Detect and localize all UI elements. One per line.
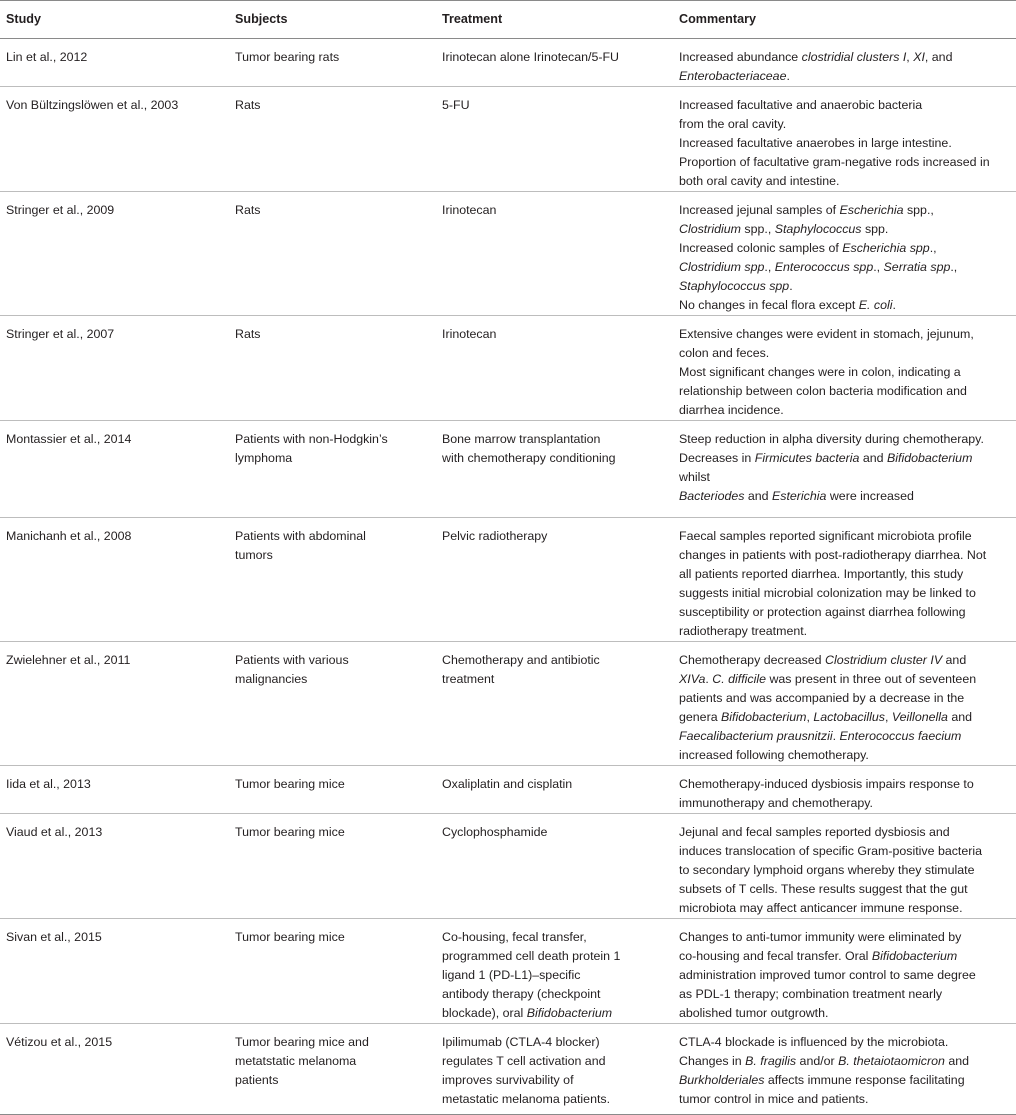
text-segment: and [947,710,973,724]
commentary-line [679,172,1012,191]
text-segment: . [786,69,790,83]
commentary-line [679,546,1012,565]
cell-subjects [229,642,436,766]
text-segment: . [789,279,793,293]
commentary-line [679,1004,1012,1023]
commentary-line [679,48,1012,67]
text-segment: were increased [826,489,914,503]
text-segment: Ipilimumab (CTLA-4 blocker) [442,1035,600,1049]
text-segment: Decreases in [679,451,755,465]
text-segment: changes in patients with post-radiotherapy diarrhea. Not [679,548,987,562]
commentary-line [679,449,1012,468]
italic-term: Clostridium spp [679,260,765,274]
commentary-line [679,565,1012,584]
italic-term: Enterococcus faecium [839,729,962,743]
text-segment: induces translocation of specific Gram-positive bacteria [679,844,983,858]
cell-subjects [229,919,436,1024]
commentary-line [679,985,1012,1004]
text-segment: Co-housing, fecal transfer, [442,930,587,944]
italic-term: Bifidobacterium [887,451,973,465]
text-segment: susceptibility or protection against diarrhea following [679,605,966,619]
table-row [0,1024,1016,1115]
italic-term: Bacteriodes [679,489,745,503]
subjects-line: Tumor bearing mice [235,777,345,791]
header-row [0,1,1016,39]
study-line: Viaud et al., 2013 [6,825,103,839]
text-segment: co-housing and fecal transfer. Oral [679,949,872,963]
italic-term: clostridial clusters I [801,50,907,64]
text-segment: Increased facultative anaerobes in large intestine. [679,136,952,150]
cell-treatment [436,1024,673,1115]
text-segment: spp. [861,222,889,236]
treatment-line: Oxaliplatin and cisplatin [442,777,573,791]
italic-term: B. thetaiotaomicron [838,1054,945,1068]
text-segment: Jejunal and fecal samples reported dysbiosis and [679,825,950,839]
treatment-line: Bone marrow transplantation [442,432,601,446]
treatment-line: 5-FU [442,98,470,112]
cell-study [0,39,229,87]
commentary-line [679,1071,1012,1090]
commentary-line [679,727,1012,746]
treatment-line: treatment [442,672,495,686]
table-row [0,87,1016,192]
treatment-line [442,1071,669,1090]
text-segment: subsets of T cells. These results suggest that the gut [679,882,968,896]
commentary-line [679,344,1012,363]
commentary-line [679,527,1012,546]
italic-term: Escherichia [839,203,904,217]
subjects-line: lymphoma [235,451,293,465]
cell-subjects [229,518,436,642]
cell-treatment [436,518,673,642]
cell-subjects [229,766,436,814]
commentary-line [679,603,1012,622]
commentary-line [679,708,1012,727]
commentary-line [679,966,1012,985]
commentary-line [679,880,1012,899]
treatment-line [442,1004,669,1023]
italic-term: Veillonella [891,710,948,724]
italic-term: B. fragilis [745,1054,797,1068]
text-segment: immunotherapy and chemotherapy. [679,796,873,810]
text-segment: increased following chemotherapy. [679,748,869,762]
italic-term: Enterobacteriaceae [679,69,787,83]
commentary-line [679,220,1012,239]
commentary-line [679,382,1012,401]
cell-commentary [673,87,1016,192]
subjects-line: Tumor bearing mice and [235,1035,369,1049]
subjects-line: Tumor bearing mice [235,930,345,944]
cell-commentary [673,642,1016,766]
text-segment: suggests initial microbial colonization may be linked to [679,586,976,600]
cell-commentary [673,316,1016,421]
commentary-line [679,622,1012,641]
treatment-line [442,947,669,966]
commentary-line [679,363,1012,382]
text-segment: metastatic melanoma patients. [442,1092,611,1106]
commentary-line [679,651,1012,670]
italic-term: Faecalibacterium prausnitzii [679,729,833,743]
text-segment: CTLA-4 blockade is influenced by the microbiota. [679,1035,949,1049]
text-segment: spp., [740,222,775,236]
table-row [0,766,1016,814]
table-row [0,421,1016,518]
italic-term: Serratia spp [883,260,951,274]
text-segment: was present in three out of seventeen [766,672,977,686]
text-segment: colon and feces. [679,346,770,360]
commentary-line [679,1090,1012,1109]
cell-subjects [229,421,436,518]
text-segment: Chemotherapy-induced dysbiosis impairs response to [679,777,974,791]
cell-commentary [673,192,1016,316]
italic-term: Bifidobacterium [526,1006,613,1020]
commentary-line [679,689,1012,708]
commentary-line [679,201,1012,220]
header-subjects: Subjects [229,1,436,39]
table-row [0,814,1016,919]
treatment-line: with chemotherapy conditioning [442,451,616,465]
cell-subjects [229,192,436,316]
cell-treatment [436,766,673,814]
italic-term: Esterichia [772,489,827,503]
cell-study [0,814,229,919]
commentary-line [679,947,1012,966]
cell-treatment [436,316,673,421]
text-segment: Changes to anti-tumor immunity were eliminated by [679,930,962,944]
commentary-line [679,96,1012,115]
subjects-line: Patients with non-Hodgkin’s [235,432,388,446]
commentary-line [679,468,1012,487]
italic-term: Enterococcus spp [774,260,874,274]
treatment-line: Irinotecan [442,203,497,217]
text-segment: Steep reduction in alpha diversity during chemotherapy. [679,432,984,446]
text-segment: from the oral cavity. [679,117,787,131]
text-segment: and/or [796,1054,839,1068]
commentary-line [679,899,1012,918]
text-segment: Increased jejunal samples of [679,203,840,217]
cell-commentary [673,919,1016,1024]
text-segment: all patients reported diarrhea. Importantly, this study [679,567,964,581]
cell-commentary [673,421,1016,518]
commentary-line [679,401,1012,420]
italic-term: XI [913,50,925,64]
text-segment: Faecal samples reported significant microbiota profile [679,529,972,543]
text-segment: tumor control in mice and patients. [679,1092,869,1106]
text-segment: antibody therapy (checkpoint [442,987,601,1001]
text-segment: as PDL-1 therapy; combination treatment nearly [679,987,943,1001]
cell-commentary [673,39,1016,87]
study-line: Iida et al., 2013 [6,777,91,791]
study-line: Stringer et al., 2009 [6,203,115,217]
italic-term: Escherichia spp [842,241,930,255]
text-segment: . [832,729,840,743]
commentary-line [679,746,1012,765]
commentary-line [679,775,1012,794]
italic-term: Clostridium cluster IV [825,653,943,667]
treatment-line [442,1033,669,1052]
text-segment: ., [873,260,884,274]
cell-subjects [229,316,436,421]
italic-term: Bifidobacterium [871,949,958,963]
commentary-line [679,67,1012,86]
italic-term: C. difficile [712,672,767,686]
header-treatment: Treatment [436,1,673,39]
text-segment: Chemotherapy decreased [679,653,826,667]
commentary-line [679,277,1012,296]
study-line: Lin et al., 2012 [6,50,88,64]
study-line: Manichanh et al., 2008 [6,529,132,543]
text-segment: spp., [903,203,934,217]
italic-term: Bifidobacterium [721,710,807,724]
cell-study [0,192,229,316]
text-segment: . [892,298,896,312]
subjects-line: metatstatic melanoma [235,1054,357,1068]
text-segment: ligand 1 (PD-L1)–specific [442,968,581,982]
commentary-line [679,239,1012,258]
text-segment: Increased abundance [679,50,802,64]
cell-commentary [673,766,1016,814]
commentary-line [679,794,1012,813]
treatment-line [442,1052,669,1071]
header-study: Study [0,1,229,39]
commentary-line [679,115,1012,134]
table-row [0,518,1016,642]
table-row [0,919,1016,1024]
subjects-line: malignancies [235,672,308,686]
commentary-line [679,1033,1012,1052]
text-segment: regulates T cell activation and [442,1054,606,1068]
text-segment: ., [764,260,775,274]
text-segment: whilst [679,470,710,484]
header-commentary: Commentary [673,1,1016,39]
cell-subjects [229,814,436,919]
cell-treatment [436,192,673,316]
cell-treatment [436,421,673,518]
commentary-line [679,430,1012,449]
study-line: Montassier et al., 2014 [6,432,132,446]
text-segment: relationship between colon bacteria modification and [679,384,967,398]
text-segment: Proportion of facultative gram-negative rods increased in [679,155,990,169]
commentary-line [679,1052,1012,1071]
cell-treatment [436,87,673,192]
commentary-line [679,258,1012,277]
italic-term: E. coli [858,298,893,312]
subjects-line: Tumor bearing rats [235,50,340,64]
text-segment: , [806,710,814,724]
cell-commentary [673,518,1016,642]
subjects-line: Rats [235,203,261,217]
cell-study [0,642,229,766]
treatment-line [442,1090,669,1109]
cell-commentary [673,1024,1016,1115]
treatment-line: Irinotecan alone Irinotecan/5-FU [442,50,620,64]
table-body [0,39,1016,1115]
text-segment: Changes in [679,1054,746,1068]
subjects-line: patients [235,1073,279,1087]
text-segment: blockade), oral [442,1006,527,1020]
cell-commentary [673,814,1016,919]
commentary-line [679,134,1012,153]
cell-subjects [229,87,436,192]
commentary-line [679,487,1012,506]
text-segment: improves survivability of [442,1073,574,1087]
study-line: Zwielehner et al., 2011 [6,653,131,667]
text-segment: both oral cavity and intestine. [679,174,840,188]
commentary-line [679,861,1012,880]
text-segment: , [884,710,892,724]
text-segment: Extensive changes were evident in stomach, jejunum, [679,327,974,341]
text-segment: to secondary lymphoid organs whereby they stimulate [679,863,975,877]
text-segment: administration improved tumor control to same degree [679,968,976,982]
text-segment: , [906,50,914,64]
table-row [0,192,1016,316]
study-line: Stringer et al., 2007 [6,327,115,341]
commentary-line [679,296,1012,315]
italic-term: XIVa [679,672,706,686]
text-segment: ., [950,260,958,274]
text-segment: Increased facultative and anaerobic bacteria [679,98,923,112]
commentary-line [679,325,1012,344]
subjects-line: Tumor bearing mice [235,825,345,839]
cell-study [0,316,229,421]
study-line: Vétizou et al., 2015 [6,1035,113,1049]
text-segment: No changes in fecal flora except [679,298,859,312]
subjects-line: Patients with various [235,653,349,667]
text-segment: and [942,653,967,667]
text-segment: microbiota may affect anticancer immune response. [679,901,963,915]
cell-treatment [436,919,673,1024]
commentary-line [679,928,1012,947]
cell-treatment [436,642,673,766]
text-segment: and [744,489,772,503]
table-row [0,316,1016,421]
treatment-line: Irinotecan [442,327,497,341]
text-segment: and [859,451,887,465]
subjects-line: Patients with abdominal [235,529,366,543]
commentary-line [679,842,1012,861]
cell-study [0,766,229,814]
commentary-line [679,823,1012,842]
treatment-line: Pelvic radiotherapy [442,529,548,543]
commentary-line [679,584,1012,603]
commentary-line [679,670,1012,689]
text-segment: radiotherapy treatment. [679,624,808,638]
cell-study [0,1024,229,1115]
treatment-line [442,985,669,1004]
treatment-line [442,928,669,947]
subjects-line: tumors [235,548,273,562]
text-segment: , and [924,50,953,64]
italic-term: Staphylococcus spp [679,279,790,293]
subjects-line: Rats [235,98,261,112]
table-row [0,39,1016,87]
cell-subjects [229,39,436,87]
cell-study [0,421,229,518]
text-segment: ., [929,241,937,255]
cell-subjects [229,1024,436,1115]
cell-study [0,919,229,1024]
italic-term: Burkholderiales [679,1073,765,1087]
italic-term: Staphylococcus [774,222,862,236]
commentary-line [679,153,1012,172]
cell-treatment [436,39,673,87]
text-segment: affects immune response facilitating [764,1073,965,1087]
italic-term: Lactobacillus [813,710,885,724]
subjects-line: Rats [235,327,261,341]
text-segment: . [705,672,713,686]
study-line: Von Bültzingslöwen et al., 2003 [6,98,179,112]
cell-study [0,518,229,642]
text-segment: and [944,1054,970,1068]
text-segment: genera [679,710,722,724]
treatment-line: Cyclophosphamide [442,825,548,839]
text-segment: abolished tumor outgrowth. [679,1006,829,1020]
cell-treatment [436,814,673,919]
text-segment: programmed cell death protein 1 [442,949,621,963]
table-row [0,642,1016,766]
cell-study [0,87,229,192]
text-segment: patients and was accompanied by a decrease in the [679,691,965,705]
italic-term: Firmicutes bacteria [754,451,860,465]
text-segment: Most significant changes were in colon, indicating a [679,365,961,379]
study-line: Sivan et al., 2015 [6,930,102,944]
text-segment: diarrhea incidence. [679,403,784,417]
treatment-line: Chemotherapy and antibiotic [442,653,600,667]
italic-term: Clostridium [679,222,741,236]
treatment-line [442,966,669,985]
text-segment: Increased colonic samples of [679,241,843,255]
